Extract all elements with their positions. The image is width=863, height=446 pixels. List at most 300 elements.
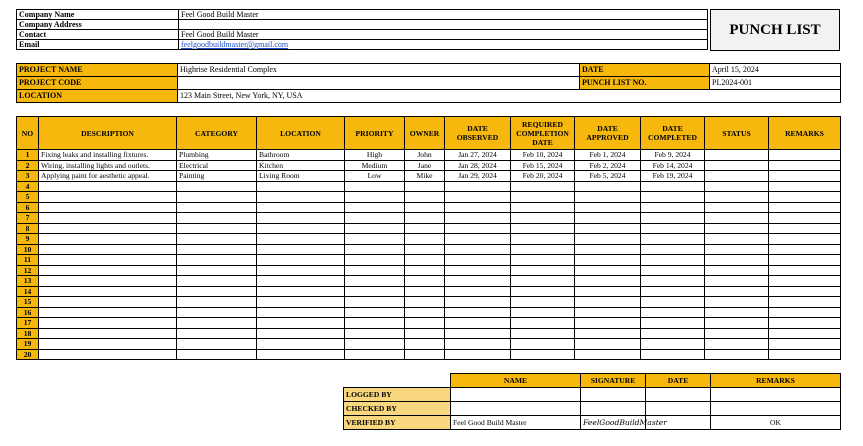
table-cell bbox=[445, 181, 511, 192]
table-cell bbox=[769, 307, 841, 318]
signoff-row bbox=[344, 416, 841, 430]
table-cell bbox=[177, 213, 257, 224]
table-cell bbox=[769, 223, 841, 234]
contact-value: Feel Good Build Master bbox=[179, 30, 708, 40]
table-cell: High bbox=[345, 150, 405, 161]
table-cell bbox=[405, 223, 445, 234]
punch-list-table bbox=[16, 116, 841, 360]
email-label: Email bbox=[17, 40, 179, 50]
table-cell bbox=[445, 318, 511, 329]
column-header: PRIORITY bbox=[345, 117, 405, 150]
table-cell bbox=[575, 255, 641, 266]
table-cell bbox=[769, 171, 841, 182]
table-cell: Electrical bbox=[177, 160, 257, 171]
table-cell bbox=[575, 192, 641, 203]
table-cell bbox=[405, 265, 445, 276]
table-cell bbox=[705, 150, 769, 161]
signoff-row bbox=[344, 402, 841, 416]
table-cell bbox=[705, 297, 769, 308]
table-cell bbox=[345, 328, 405, 339]
table-cell bbox=[257, 339, 345, 350]
table-cell: Feb 15, 2024 bbox=[511, 160, 575, 171]
table-cell: Feb 1, 2024 bbox=[575, 150, 641, 161]
table-row bbox=[17, 244, 841, 255]
table-cell bbox=[511, 286, 575, 297]
column-header: DATE OBSERVED bbox=[445, 117, 511, 150]
table-cell bbox=[575, 318, 641, 329]
table-cell bbox=[445, 328, 511, 339]
column-header: DESCRIPTION bbox=[39, 117, 177, 150]
table-cell bbox=[257, 318, 345, 329]
table-cell bbox=[39, 202, 177, 213]
table-cell bbox=[769, 213, 841, 224]
table-cell bbox=[641, 297, 705, 308]
table-cell bbox=[405, 328, 445, 339]
table-cell bbox=[641, 213, 705, 224]
table-cell bbox=[641, 244, 705, 255]
table-cell bbox=[705, 223, 769, 234]
row-number: 8 bbox=[17, 223, 39, 234]
table-cell bbox=[641, 276, 705, 287]
table-cell bbox=[445, 265, 511, 276]
table-row bbox=[17, 234, 841, 245]
table-cell bbox=[769, 286, 841, 297]
table-row bbox=[17, 286, 841, 297]
row-number: 6 bbox=[17, 202, 39, 213]
table-cell bbox=[641, 307, 705, 318]
table-cell bbox=[511, 297, 575, 308]
table-cell bbox=[257, 223, 345, 234]
table-cell bbox=[257, 234, 345, 245]
signoff-label: VERIFIED BY bbox=[344, 416, 451, 430]
table-cell bbox=[39, 244, 177, 255]
table-cell bbox=[39, 318, 177, 329]
table-row bbox=[17, 223, 841, 234]
table-cell bbox=[575, 234, 641, 245]
table-cell bbox=[39, 213, 177, 224]
table-cell bbox=[345, 297, 405, 308]
table-row bbox=[17, 213, 841, 224]
signoff-signature bbox=[581, 402, 646, 416]
signoff-date bbox=[646, 388, 711, 402]
table-cell bbox=[641, 234, 705, 245]
table-cell bbox=[445, 307, 511, 318]
document-title: PUNCH LIST bbox=[710, 9, 840, 51]
signoff-header-signature: SIGNATURE bbox=[581, 374, 646, 388]
table-cell bbox=[177, 265, 257, 276]
contact-row bbox=[17, 30, 708, 40]
table-cell bbox=[641, 349, 705, 360]
table-cell bbox=[511, 328, 575, 339]
column-header: CATEGORY bbox=[177, 117, 257, 150]
email-row bbox=[17, 40, 708, 50]
table-cell bbox=[575, 286, 641, 297]
row-number: 1 bbox=[17, 150, 39, 161]
table-row bbox=[17, 202, 841, 213]
table-cell bbox=[345, 213, 405, 224]
table-row bbox=[17, 307, 841, 318]
table-cell bbox=[345, 318, 405, 329]
location-row bbox=[17, 90, 841, 103]
table-cell bbox=[445, 276, 511, 287]
column-header: STATUS bbox=[705, 117, 769, 150]
table-cell bbox=[511, 192, 575, 203]
row-number: 4 bbox=[17, 181, 39, 192]
table-cell bbox=[177, 202, 257, 213]
signoff-name bbox=[451, 388, 581, 402]
table-row bbox=[17, 276, 841, 287]
table-cell bbox=[257, 286, 345, 297]
table-cell bbox=[39, 307, 177, 318]
table-cell bbox=[445, 192, 511, 203]
table-cell bbox=[257, 244, 345, 255]
table-cell bbox=[575, 297, 641, 308]
row-number: 5 bbox=[17, 192, 39, 203]
table-cell bbox=[405, 349, 445, 360]
table-cell bbox=[177, 276, 257, 287]
table-cell bbox=[511, 318, 575, 329]
table-cell: Bathroom bbox=[257, 150, 345, 161]
signoff-header-name: NAME bbox=[451, 374, 581, 388]
table-cell bbox=[445, 223, 511, 234]
table-cell bbox=[769, 339, 841, 350]
project-code-value bbox=[178, 77, 580, 90]
row-number: 11 bbox=[17, 255, 39, 266]
table-row bbox=[17, 160, 841, 171]
row-number: 16 bbox=[17, 307, 39, 318]
table-cell bbox=[769, 328, 841, 339]
table-cell bbox=[705, 339, 769, 350]
table-cell bbox=[705, 171, 769, 182]
column-header: NO bbox=[17, 117, 39, 150]
signoff-row bbox=[344, 388, 841, 402]
project-name-row bbox=[17, 64, 841, 77]
table-cell bbox=[345, 192, 405, 203]
table-cell bbox=[769, 297, 841, 308]
signoff-name bbox=[451, 402, 581, 416]
table-cell bbox=[177, 223, 257, 234]
table-cell bbox=[511, 234, 575, 245]
column-header: LOCATION bbox=[257, 117, 345, 150]
table-cell bbox=[705, 265, 769, 276]
row-number: 15 bbox=[17, 297, 39, 308]
table-cell bbox=[345, 307, 405, 318]
signoff-signature: FeelGoodBuildMaster bbox=[581, 416, 646, 430]
table-cell bbox=[345, 234, 405, 245]
column-header: REMARKS bbox=[769, 117, 841, 150]
table-cell bbox=[575, 213, 641, 224]
table-cell bbox=[769, 318, 841, 329]
table-cell bbox=[39, 328, 177, 339]
table-cell bbox=[769, 255, 841, 266]
table-cell: Feb 5, 2024 bbox=[575, 171, 641, 182]
table-row bbox=[17, 150, 841, 161]
table-cell bbox=[445, 213, 511, 224]
company-info-table bbox=[16, 9, 708, 50]
table-cell bbox=[177, 192, 257, 203]
table-cell bbox=[177, 297, 257, 308]
table-cell bbox=[511, 255, 575, 266]
table-cell bbox=[445, 339, 511, 350]
table-cell bbox=[511, 339, 575, 350]
table-cell bbox=[39, 339, 177, 350]
table-cell bbox=[177, 255, 257, 266]
table-cell bbox=[345, 202, 405, 213]
table-cell: Feb 14, 2024 bbox=[641, 160, 705, 171]
column-header: OWNER bbox=[405, 117, 445, 150]
table-cell: Low bbox=[345, 171, 405, 182]
table-row bbox=[17, 171, 841, 182]
signoff-remarks bbox=[711, 402, 841, 416]
table-cell bbox=[511, 202, 575, 213]
table-cell bbox=[445, 202, 511, 213]
table-cell bbox=[257, 192, 345, 203]
table-cell bbox=[641, 286, 705, 297]
table-cell bbox=[511, 213, 575, 224]
table-cell bbox=[769, 234, 841, 245]
project-name-label: PROJECT NAME bbox=[17, 64, 178, 77]
table-cell bbox=[445, 244, 511, 255]
table-cell bbox=[405, 213, 445, 224]
table-cell bbox=[257, 297, 345, 308]
table-cell: Jan 29, 2024 bbox=[445, 171, 511, 182]
project-code-row bbox=[17, 77, 841, 90]
table-cell: Plumbing bbox=[177, 150, 257, 161]
table-cell bbox=[257, 255, 345, 266]
table-cell bbox=[705, 286, 769, 297]
table-cell bbox=[769, 244, 841, 255]
signoff-header-row bbox=[344, 374, 841, 388]
row-number: 18 bbox=[17, 328, 39, 339]
signoff-table bbox=[343, 373, 841, 430]
row-number: 19 bbox=[17, 339, 39, 350]
table-cell bbox=[705, 213, 769, 224]
table-cell bbox=[705, 328, 769, 339]
table-cell bbox=[641, 255, 705, 266]
table-cell bbox=[177, 234, 257, 245]
punch-list-no-label: PUNCH LIST NO. bbox=[580, 77, 710, 90]
table-cell bbox=[705, 192, 769, 203]
table-cell bbox=[405, 244, 445, 255]
table-cell: Mike bbox=[405, 171, 445, 182]
table-cell bbox=[345, 286, 405, 297]
table-cell bbox=[345, 276, 405, 287]
table-cell bbox=[769, 160, 841, 171]
table-cell bbox=[705, 181, 769, 192]
table-cell: Kitchen bbox=[257, 160, 345, 171]
table-row bbox=[17, 255, 841, 266]
table-cell bbox=[705, 276, 769, 287]
table-cell bbox=[405, 297, 445, 308]
table-cell bbox=[769, 265, 841, 276]
column-header: REQUIRED COMPLETION DATE bbox=[511, 117, 575, 150]
table-cell bbox=[641, 328, 705, 339]
signoff-signature bbox=[581, 388, 646, 402]
table-cell bbox=[257, 276, 345, 287]
table-cell bbox=[575, 265, 641, 276]
company-address-value bbox=[179, 20, 708, 30]
table-cell: Applying paint for aesthetic appeal. bbox=[39, 171, 177, 182]
table-cell bbox=[641, 265, 705, 276]
table-cell bbox=[445, 255, 511, 266]
table-cell bbox=[445, 297, 511, 308]
contact-label: Contact bbox=[17, 30, 179, 40]
table-cell bbox=[39, 181, 177, 192]
table-cell: John bbox=[405, 150, 445, 161]
company-name-label: Company Name bbox=[17, 10, 179, 20]
table-cell bbox=[769, 192, 841, 203]
row-number: 17 bbox=[17, 318, 39, 329]
table-cell bbox=[705, 244, 769, 255]
table-row bbox=[17, 192, 841, 203]
table-cell bbox=[769, 150, 841, 161]
table-cell bbox=[641, 318, 705, 329]
table-cell bbox=[511, 265, 575, 276]
table-row bbox=[17, 181, 841, 192]
table-cell bbox=[641, 192, 705, 203]
table-cell bbox=[257, 307, 345, 318]
table-cell bbox=[177, 328, 257, 339]
company-address-label: Company Address bbox=[17, 20, 179, 30]
table-cell bbox=[177, 318, 257, 329]
table-cell bbox=[257, 328, 345, 339]
table-cell bbox=[511, 223, 575, 234]
table-cell bbox=[575, 276, 641, 287]
table-cell bbox=[705, 234, 769, 245]
table-cell: Living Room bbox=[257, 171, 345, 182]
table-cell bbox=[641, 181, 705, 192]
table-cell bbox=[511, 244, 575, 255]
table-row bbox=[17, 328, 841, 339]
signoff-label: LOGGED BY bbox=[344, 388, 451, 402]
table-cell bbox=[575, 349, 641, 360]
date-value: April 15, 2024 bbox=[710, 64, 841, 77]
table-cell bbox=[705, 202, 769, 213]
table-cell bbox=[177, 349, 257, 360]
table-cell bbox=[511, 349, 575, 360]
table-cell bbox=[257, 202, 345, 213]
table-cell bbox=[641, 223, 705, 234]
table-cell bbox=[405, 318, 445, 329]
table-cell bbox=[39, 265, 177, 276]
project-info-table bbox=[16, 63, 841, 103]
table-cell bbox=[705, 318, 769, 329]
date-label: DATE bbox=[580, 64, 710, 77]
table-row bbox=[17, 339, 841, 350]
table-row bbox=[17, 265, 841, 276]
location-label: LOCATION bbox=[17, 90, 178, 103]
table-cell bbox=[345, 349, 405, 360]
table-cell bbox=[257, 265, 345, 276]
row-number: 3 bbox=[17, 171, 39, 182]
table-cell bbox=[575, 307, 641, 318]
signoff-body bbox=[344, 388, 841, 430]
row-number: 9 bbox=[17, 234, 39, 245]
table-cell bbox=[575, 181, 641, 192]
table-cell bbox=[345, 255, 405, 266]
table-cell bbox=[705, 160, 769, 171]
table-cell bbox=[641, 202, 705, 213]
column-header: DATE COMPLETED bbox=[641, 117, 705, 150]
email-cell bbox=[179, 40, 708, 50]
table-cell bbox=[405, 255, 445, 266]
table-cell bbox=[345, 339, 405, 350]
row-number: 20 bbox=[17, 349, 39, 360]
table-cell bbox=[39, 349, 177, 360]
table-cell bbox=[405, 339, 445, 350]
table-cell: Feb 10, 2024 bbox=[511, 150, 575, 161]
signoff-header-remarks: REMARKS bbox=[711, 374, 841, 388]
signoff-header-date: DATE bbox=[646, 374, 711, 388]
table-cell bbox=[445, 234, 511, 245]
table-cell bbox=[39, 192, 177, 203]
table-cell bbox=[511, 276, 575, 287]
table-cell bbox=[445, 349, 511, 360]
signoff-remarks: OK bbox=[711, 416, 841, 430]
signoff-label: CHECKED BY bbox=[344, 402, 451, 416]
table-cell bbox=[575, 339, 641, 350]
row-number: 2 bbox=[17, 160, 39, 171]
table-cell bbox=[405, 181, 445, 192]
column-header: DATE APPROVED bbox=[575, 117, 641, 150]
table-cell bbox=[39, 255, 177, 266]
table-cell bbox=[705, 349, 769, 360]
table-cell bbox=[39, 234, 177, 245]
table-cell bbox=[257, 349, 345, 360]
table-cell bbox=[405, 276, 445, 287]
table-cell bbox=[511, 181, 575, 192]
table-cell bbox=[445, 286, 511, 297]
table-cell: Feb 19, 2024 bbox=[641, 171, 705, 182]
table-cell bbox=[257, 181, 345, 192]
table-cell bbox=[257, 213, 345, 224]
table-cell: Feb 9, 2024 bbox=[641, 150, 705, 161]
table-cell bbox=[769, 349, 841, 360]
table-cell: Jan 27, 2024 bbox=[445, 150, 511, 161]
table-cell bbox=[405, 234, 445, 245]
table-cell bbox=[345, 181, 405, 192]
table-cell bbox=[345, 244, 405, 255]
table-cell bbox=[177, 286, 257, 297]
table-cell bbox=[575, 202, 641, 213]
location-value: 123 Main Street, New York, NY, USA bbox=[178, 90, 841, 103]
table-header-row bbox=[17, 117, 841, 150]
table-cell: Feb 20, 2024 bbox=[511, 171, 575, 182]
project-name-value: Highrise Residential Complex bbox=[178, 64, 580, 77]
company-address-row bbox=[17, 20, 708, 30]
table-cell bbox=[641, 339, 705, 350]
table-cell bbox=[39, 276, 177, 287]
email-link[interactable]: feelgoodbuildmaster@gmail.com bbox=[181, 40, 289, 49]
project-code-label: PROJECT CODE bbox=[17, 77, 178, 90]
table-cell bbox=[39, 297, 177, 308]
table-cell: Jane bbox=[405, 160, 445, 171]
table-cell bbox=[177, 307, 257, 318]
table-row bbox=[17, 297, 841, 308]
table-cell bbox=[177, 339, 257, 350]
table-cell: Feb 2, 2024 bbox=[575, 160, 641, 171]
punch-list-no-value: PL2024-001 bbox=[710, 77, 841, 90]
table-cell bbox=[39, 286, 177, 297]
table-cell bbox=[511, 307, 575, 318]
table-cell bbox=[345, 265, 405, 276]
signoff-name: Feel Good Build Master bbox=[451, 416, 581, 430]
row-number: 10 bbox=[17, 244, 39, 255]
company-name-row bbox=[17, 10, 708, 20]
table-body bbox=[17, 150, 841, 360]
table-cell: Painting bbox=[177, 171, 257, 182]
signoff-date bbox=[646, 402, 711, 416]
